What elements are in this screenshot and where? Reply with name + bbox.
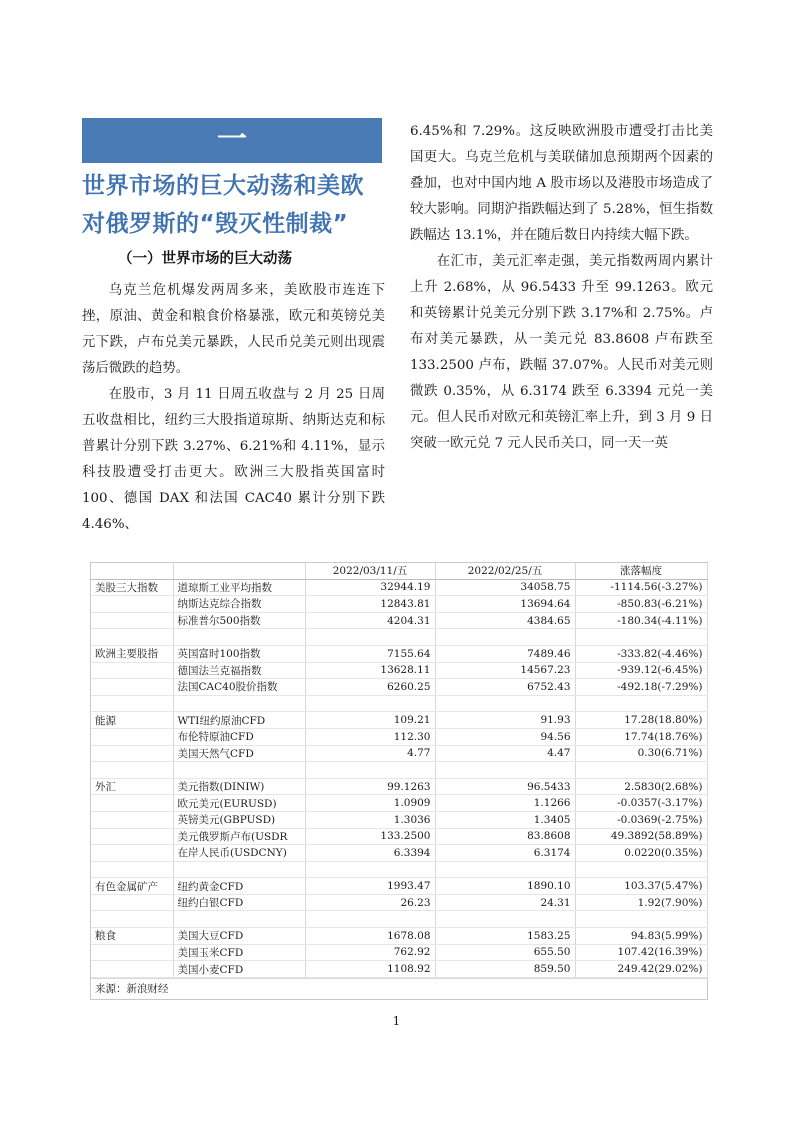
empty-cell — [91, 861, 173, 878]
table-row — [91, 712, 707, 729]
empty-cell — [435, 629, 575, 646]
empty-cell — [173, 861, 305, 878]
value-previous-cell: 94.56 — [435, 728, 575, 745]
value-previous-cell: 859.50 — [435, 961, 575, 978]
value-previous-cell: 34058.75 — [435, 579, 575, 596]
empty-cell — [173, 629, 305, 646]
group-name-cell — [91, 894, 173, 911]
empty-cell — [305, 861, 435, 878]
empty-cell — [91, 695, 173, 712]
group-name-cell — [91, 728, 173, 745]
value-current-cell: 1678.08 — [305, 928, 435, 945]
table-row — [91, 828, 707, 845]
instrument-name-cell: 美元指数(DINIW) — [173, 778, 305, 795]
value-current-cell: 1.3036 — [305, 811, 435, 828]
spacer-row — [91, 911, 707, 928]
group-name-cell — [91, 795, 173, 812]
group-name-cell: 能源 — [91, 712, 173, 729]
page-number: 1 — [392, 1014, 401, 1028]
value-current-cell: 112.30 — [305, 728, 435, 745]
table-row — [91, 845, 707, 862]
group-name-cell — [91, 612, 173, 629]
group-name-cell: 美股三大指数 — [91, 579, 173, 596]
value-current-cell: 1993.47 — [305, 878, 435, 895]
change-cell: 249.42(29.02%) — [575, 961, 707, 978]
instrument-name-cell: 美元俄罗斯卢布(USDR — [173, 828, 305, 845]
value-previous-cell: 4384.65 — [435, 612, 575, 629]
group-name-cell — [91, 745, 173, 762]
change-cell: 1.92(7.90%) — [575, 894, 707, 911]
paragraph: 乌克兰危机爆发两周多来，美欧股市连连下挫，原油、黄金和粮食价格暴涨，欧元和英镑兑美元下跌，卢布兑美元暴跌，人民币兑美元则出现震荡后微跌的趋势。 — [82, 283, 385, 376]
change-cell: -0.0369(-2.75%) — [575, 811, 707, 828]
group-name-cell — [91, 845, 173, 862]
header-cell — [173, 563, 305, 579]
empty-cell — [173, 695, 305, 712]
empty-cell — [305, 629, 435, 646]
empty-cell — [91, 629, 173, 646]
instrument-name-cell: 标准普尔500指数 — [173, 612, 305, 629]
value-previous-cell: 1890.10 — [435, 878, 575, 895]
change-cell: 49.3892(58.89%) — [575, 828, 707, 845]
instrument-name-cell: 纽约白银CFD — [173, 894, 305, 911]
change-cell: -0.0357(-3.17%) — [575, 795, 707, 812]
change-cell: -850.83(-6.21%) — [575, 596, 707, 613]
table-header-row — [91, 563, 707, 579]
value-previous-cell: 14567.23 — [435, 662, 575, 679]
table-row — [91, 778, 707, 795]
table-row — [91, 745, 707, 762]
instrument-name-cell: WTI纽约原油CFD — [173, 712, 305, 729]
group-name-cell — [91, 944, 173, 961]
change-cell: 103.37(5.47%) — [575, 878, 707, 895]
value-current-cell: 13628.11 — [305, 662, 435, 679]
instrument-name-cell: 道琼斯工业平均指数 — [173, 579, 305, 596]
value-current-cell: 12843.81 — [305, 596, 435, 613]
market-data-table — [90, 562, 708, 1000]
value-previous-cell: 91.93 — [435, 712, 575, 729]
table-row — [91, 928, 707, 945]
table-row — [91, 894, 707, 911]
instrument-name-cell: 在岸人民币(USDCNY) — [173, 845, 305, 862]
table-row — [91, 878, 707, 895]
group-name-cell: 欧洲主要股指 — [91, 645, 173, 662]
empty-cell — [91, 762, 173, 779]
instrument-name-cell: 美国大豆CFD — [173, 928, 305, 945]
change-cell: -939.12(-6.45%) — [575, 662, 707, 679]
change-cell: 17.74(18.76%) — [575, 728, 707, 745]
header-cell: 2022/03/11/五 — [305, 563, 435, 579]
value-current-cell: 32944.19 — [305, 579, 435, 596]
group-name-cell — [91, 961, 173, 978]
value-current-cell: 133.2500 — [305, 828, 435, 845]
value-current-cell: 6260.25 — [305, 679, 435, 696]
empty-cell — [91, 911, 173, 928]
table-body — [91, 579, 707, 977]
value-previous-cell: 1.3405 — [435, 811, 575, 828]
value-current-cell: 762.92 — [305, 944, 435, 961]
value-previous-cell: 6752.43 — [435, 679, 575, 696]
empty-cell — [173, 911, 305, 928]
value-previous-cell: 96.5433 — [435, 778, 575, 795]
instrument-name-cell: 美国天然气CFD — [173, 745, 305, 762]
empty-cell — [575, 695, 707, 712]
empty-cell — [575, 762, 707, 779]
empty-cell — [435, 861, 575, 878]
group-name-cell — [91, 811, 173, 828]
value-current-cell: 7155.64 — [305, 645, 435, 662]
change-cell: 2.5830(2.68%) — [575, 778, 707, 795]
spacer-row — [91, 629, 707, 646]
value-current-cell: 4204.31 — [305, 612, 435, 629]
empty-cell — [305, 762, 435, 779]
chapter-number: 一 — [217, 122, 247, 157]
value-previous-cell: 1583.25 — [435, 928, 575, 945]
value-previous-cell: 6.3174 — [435, 845, 575, 862]
change-cell: -492.18(-7.29%) — [575, 679, 707, 696]
table-row — [91, 961, 707, 978]
table-row — [91, 596, 707, 613]
group-name-cell: 粮食 — [91, 928, 173, 945]
empty-cell — [575, 629, 707, 646]
instrument-name-cell: 纳斯达克综合指数 — [173, 596, 305, 613]
instrument-name-cell: 英国富时100指数 — [173, 645, 305, 662]
instrument-name-cell: 德国法兰克福指数 — [173, 662, 305, 679]
chapter-title — [82, 167, 387, 243]
header-cell — [91, 563, 173, 579]
table-row — [91, 679, 707, 696]
change-cell: -333.82(-4.46%) — [575, 645, 707, 662]
right-column — [410, 119, 713, 457]
left-column — [82, 278, 385, 538]
group-name-cell — [91, 596, 173, 613]
instrument-name-cell: 美国玉米CFD — [173, 944, 305, 961]
chapter-number-box — [82, 118, 382, 163]
chapter-title-line2: 对俄罗斯的“毁灭性制裁” — [82, 211, 349, 237]
value-current-cell: 26.23 — [305, 894, 435, 911]
table-row — [91, 811, 707, 828]
value-previous-cell: 24.31 — [435, 894, 575, 911]
value-previous-cell: 7489.46 — [435, 645, 575, 662]
value-current-cell: 1.0909 — [305, 795, 435, 812]
change-cell: -1114.56(-3.27%) — [575, 579, 707, 596]
table-row — [91, 579, 707, 596]
section-heading: （一）世界市场的巨大动荡 — [118, 251, 292, 267]
header-cell: 2022/02/25/五 — [435, 563, 575, 579]
table-row — [91, 612, 707, 629]
empty-cell — [305, 911, 435, 928]
value-current-cell: 1108.92 — [305, 961, 435, 978]
change-cell: -180.34(-4.11%) — [575, 612, 707, 629]
spacer-row — [91, 861, 707, 878]
instrument-name-cell: 法国CAC40股价指数 — [173, 679, 305, 696]
chapter-title-line1: 世界市场的巨大动荡和美欧 — [82, 173, 364, 199]
instrument-name-cell: 纽约黄金CFD — [173, 878, 305, 895]
value-current-cell: 6.3394 — [305, 845, 435, 862]
change-cell: 107.42(16.39%) — [575, 944, 707, 961]
value-previous-cell: 13694.64 — [435, 596, 575, 613]
empty-cell — [575, 861, 707, 878]
spacer-row — [91, 695, 707, 712]
spacer-row — [91, 762, 707, 779]
table-row — [91, 795, 707, 812]
empty-cell — [435, 695, 575, 712]
change-cell: 0.30(6.71%) — [575, 745, 707, 762]
header-cell: 涨落幅度 — [575, 563, 707, 579]
change-cell: 94.83(5.99%) — [575, 928, 707, 945]
value-previous-cell: 83.8608 — [435, 828, 575, 845]
value-previous-cell: 1.1266 — [435, 795, 575, 812]
table-row — [91, 728, 707, 745]
value-previous-cell: 4.47 — [435, 745, 575, 762]
empty-cell — [173, 762, 305, 779]
instrument-name-cell: 欧元美元(EURUSD) — [173, 795, 305, 812]
value-current-cell: 109.21 — [305, 712, 435, 729]
value-previous-cell: 655.50 — [435, 944, 575, 961]
group-name-cell: 外汇 — [91, 778, 173, 795]
change-cell: 17.28(18.80%) — [575, 712, 707, 729]
instrument-name-cell: 布伦特原油CFD — [173, 728, 305, 745]
table-row — [91, 645, 707, 662]
group-name-cell — [91, 679, 173, 696]
value-current-cell: 4.77 — [305, 745, 435, 762]
paragraph: 在股市，3 月 11 日周五收盘与 2 月 25 日周五收盘相比，纽约三大股指道琼斯、纳斯达克和标普累计分别下跌 3.27%、6.21%和 4.11%，显示科技股遭受打击更大。欧洲三大股指英国富时 100、德国 DAX 和法国 CAC40 累计分别下跌 4.46%、 — [82, 387, 385, 532]
group-name-cell — [91, 828, 173, 845]
value-current-cell: 99.1263 — [305, 778, 435, 795]
empty-cell — [435, 911, 575, 928]
table-row — [91, 944, 707, 961]
table-source: 来源：新浪财经 — [91, 978, 707, 999]
empty-cell — [575, 911, 707, 928]
group-name-cell: 有色金属矿产 — [91, 878, 173, 895]
change-cell: 0.0220(0.35%) — [575, 845, 707, 862]
instrument-name-cell: 英镑美元(GBPUSD) — [173, 811, 305, 828]
table-row — [91, 662, 707, 679]
paragraph: 在汇市，美元汇率走强，美元指数两周内累计上升 2.68%，从 96.5433 升至 99.1263。欧元和英镑累计兑美元分别下跌 3.17%和 2.75%。卢布对美元暴跌，从一美元兑 83.8608 卢布跌至 133.2500 卢布，跌幅 37.07%。人民币对美元则微跌 0.35%，从 6.3174 跌至 6.3394 元兑一美元。但人民币对欧元和英镑汇率上升，到 3 月 9 日突破一欧元兑 7 元人民币关口，同一天一英 — [410, 254, 713, 451]
empty-cell — [305, 695, 435, 712]
instrument-name-cell: 美国小麦CFD — [173, 961, 305, 978]
paragraph: 6.45%和 7.29%。这反映欧洲股市遭受打击比美国更大。乌克兰危机与美联储加息预期两个因素的叠加，也对中国内地 A 股市场以及港股市场造成了较大影响。同期沪指跌幅达到了 5.28%，恒生指数跌幅达 13.1%，并在随后数日内持续大幅下跌。 — [410, 124, 713, 243]
group-name-cell — [91, 662, 173, 679]
empty-cell — [435, 762, 575, 779]
